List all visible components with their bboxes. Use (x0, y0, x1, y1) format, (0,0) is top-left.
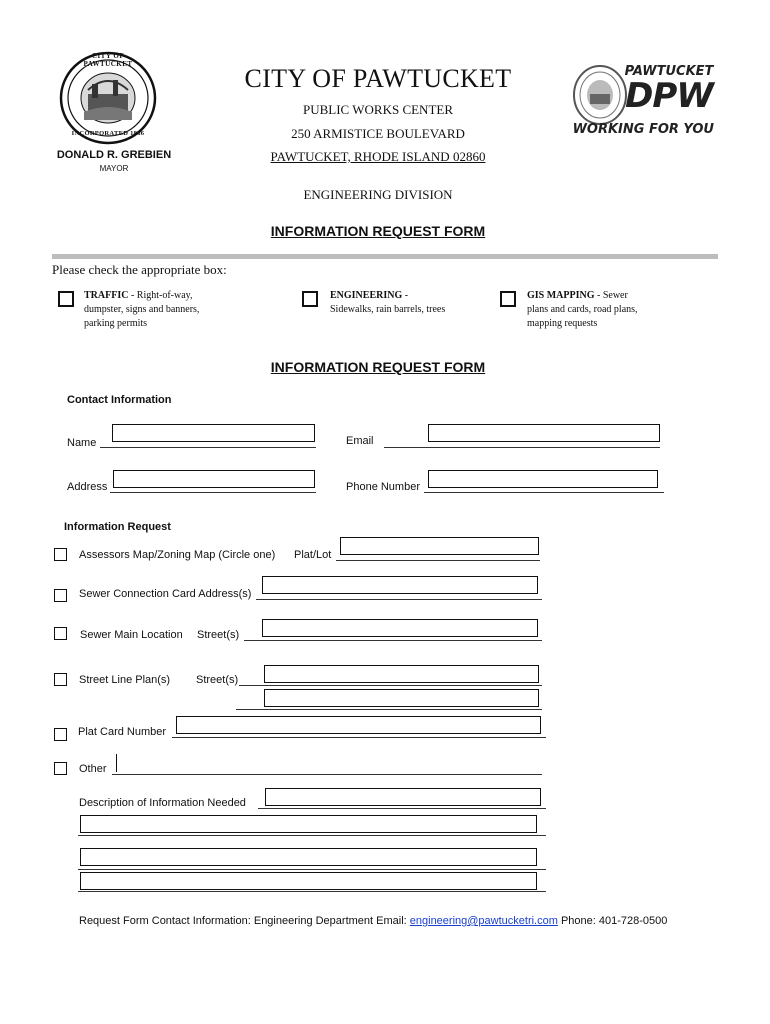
description-label: Description of Information Needed (79, 797, 246, 809)
phone-underline (424, 492, 664, 493)
seal-text-top: CITY OF PAWTUCKET (83, 52, 133, 68)
checkbox-sewer-connection[interactable] (54, 589, 67, 602)
address-line-3: PAWTUCKET, RHODE ISLAND 02860 (270, 149, 486, 164)
street-line-input-2[interactable] (265, 692, 538, 708)
checkbox-plat-card[interactable] (54, 728, 67, 741)
streets-label-2: Street(s) (196, 674, 239, 686)
assessors-label: Assessors Map/Zoning Map (Circle one) (79, 549, 276, 561)
category-gis-desc: - Sewer plans and cards, road plans, mapping requests (527, 290, 638, 329)
name-input[interactable] (113, 427, 314, 443)
plat-card-underline (172, 737, 546, 738)
description-underline-2 (78, 835, 546, 836)
other-label: Other (79, 763, 107, 775)
street-line-underline-1 (239, 685, 542, 686)
category-gis-name: GIS MAPPING (527, 290, 595, 301)
footer-contact (79, 915, 667, 927)
form-title-main: INFORMATION REQUEST FORM (270, 359, 486, 375)
footer-email-link[interactable]: engineering@pawtucketri.com (409, 915, 558, 927)
dpw-logo-line1: PAWTUCKET (624, 64, 714, 79)
description-field-4[interactable] (80, 872, 537, 890)
sewer-main-field[interactable] (262, 619, 538, 637)
plat-card-input[interactable] (177, 719, 540, 735)
divider (52, 254, 718, 259)
address-underline (110, 492, 316, 493)
category-prompt: Please check the appropriate box: (52, 262, 227, 277)
description-underline-4 (78, 891, 546, 892)
email-field[interactable] (428, 424, 660, 442)
checkbox-traffic[interactable] (58, 291, 74, 307)
division-title: ENGINEERING DIVISION (303, 187, 453, 202)
description-underline-1 (258, 808, 546, 809)
platlot-field[interactable] (340, 537, 539, 555)
dpw-logo-line2: DPW (625, 76, 713, 116)
plat-card-label: Plat Card Number (78, 726, 167, 738)
description-input-1[interactable] (266, 791, 540, 807)
category-engineering-name: ENGINEERING (330, 290, 403, 301)
sewer-card-field[interactable] (262, 576, 538, 594)
street-line-field-2[interactable] (264, 689, 539, 707)
email-input[interactable] (429, 427, 659, 443)
address-line-1: PUBLIC WORKS CENTER (303, 102, 453, 117)
sewer-card-input[interactable] (263, 579, 537, 595)
description-input-2[interactable] (81, 818, 536, 834)
sewer-main-underline (244, 640, 542, 641)
other-underline (112, 774, 542, 775)
sewer-main-label: Sewer Main Location (80, 629, 183, 641)
description-underline-3 (78, 869, 546, 870)
category-gis-mapping (527, 289, 647, 331)
streets-label-1: Street(s) (197, 629, 240, 641)
dpw-logo-line3: WORKING FOR YOU (572, 122, 714, 137)
checkbox-sewer-main[interactable] (54, 627, 67, 640)
name-underline (100, 447, 316, 448)
description-field-1[interactable] (265, 788, 541, 806)
address-input[interactable] (114, 473, 314, 489)
description-field-2[interactable] (80, 815, 537, 833)
dpw-logo (572, 64, 722, 144)
sewer-main-input[interactable] (263, 622, 537, 638)
sewer-card-label: Sewer Connection Card Address(s) (79, 588, 252, 600)
checkbox-other[interactable] (54, 762, 67, 775)
plat-card-field[interactable] (176, 716, 541, 734)
address-line-2: 250 ARMISTICE BOULEVARD (291, 126, 465, 141)
description-input-3[interactable] (81, 851, 536, 867)
street-line-label: Street Line Plan(s) (79, 674, 171, 686)
checkbox-assessors-map[interactable] (54, 548, 67, 561)
email-underline (384, 447, 660, 448)
platlot-underline (336, 560, 540, 561)
address-field[interactable] (113, 470, 315, 488)
street-line-input-1[interactable] (265, 668, 538, 684)
category-traffic-name: TRAFFIC (84, 290, 129, 301)
mayor-name: DONALD R. GREBIEN (56, 149, 172, 161)
name-label: Name (67, 437, 97, 449)
mayor-title: MAYOR (99, 164, 129, 173)
category-engineering (330, 289, 450, 317)
phone-label: Phone Number (346, 481, 420, 493)
platlot-label: Plat/Lot (294, 549, 332, 561)
category-engineering-desc: - Sidewalks, rain barrels, trees (330, 290, 446, 315)
phone-field[interactable] (428, 470, 658, 488)
checkbox-street-line[interactable] (54, 673, 67, 686)
phone-input[interactable] (429, 473, 657, 489)
city-title: CITY OF PAWTUCKET (244, 64, 512, 93)
contact-heading: Contact Information (67, 394, 172, 406)
category-traffic-desc: - Right-of-way, dumpster, signs and banners, parking permits (84, 290, 200, 329)
footer-text: Request Form Contact Information: Engineering Department Email: (79, 915, 410, 927)
description-input-4[interactable] (81, 875, 536, 891)
checkbox-engineering[interactable] (302, 291, 318, 307)
request-heading: Information Request (64, 521, 171, 533)
footer-phone: Phone: 401-728-0500 (557, 915, 668, 927)
other-field[interactable] (116, 754, 538, 772)
description-field-3[interactable] (80, 848, 537, 866)
sewer-card-underline (256, 599, 542, 600)
platlot-input[interactable] (341, 540, 538, 556)
category-traffic (84, 289, 204, 331)
other-input[interactable] (117, 755, 538, 773)
street-line-underline-2 (236, 709, 542, 710)
checkbox-gis-mapping[interactable] (500, 291, 516, 307)
name-field[interactable] (112, 424, 315, 442)
email-label: Email (346, 435, 374, 447)
street-line-field-1[interactable] (264, 665, 539, 683)
seal-text-bottom: INCORPORATED 1886 (71, 130, 145, 137)
dpw-seal-icon (572, 64, 628, 126)
address-label: Address (67, 481, 108, 493)
form-title-top: INFORMATION REQUEST FORM (270, 223, 486, 239)
